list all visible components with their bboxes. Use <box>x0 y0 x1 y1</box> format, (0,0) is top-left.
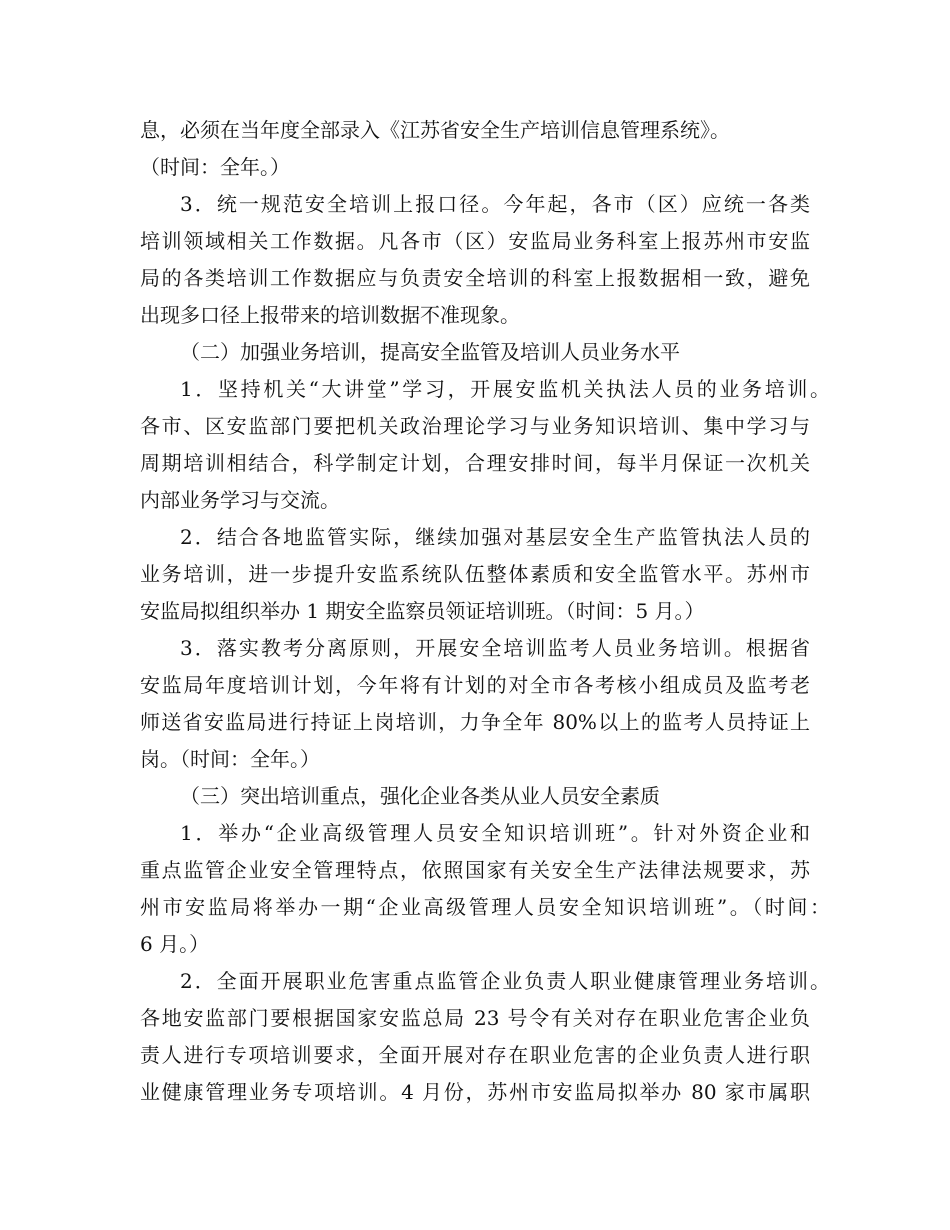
text-line-17: 师送省安监局进行持证上岗培训，力争全年 80%以上的监考人员持证上 <box>140 710 810 734</box>
text-line-14: 安监局拟组织举办 1 期安全监察员领证培训班。（时间：5 月。） <box>140 599 705 623</box>
text-line-12: 2．结合各地监管实际，继续加强对基层安全生产监管执法人员的 <box>180 525 810 549</box>
text-line-2: （时间：全年。） <box>140 155 290 179</box>
text-line-11: 内部业务学习与交流。 <box>140 488 340 512</box>
text-line-21: 重点监管企业安全管理特点，依照国家有关安全生产法律法规要求，苏 <box>140 858 810 882</box>
text-line-16: 安监局年度培训计划，今年将有计划的对全市各考核小组成员及监考老 <box>140 673 810 697</box>
text-line-27: 业健康管理业务专项培训。4 月份，苏州市安监局拟举办 80 家市属职 <box>140 1080 810 1104</box>
text-line-9: 各市、区安监部门要把机关政治理论学习与业务知识培训、集中学习与 <box>140 414 810 438</box>
text-line-15: 3．落实教考分离原则，开展安全培训监考人员业务培训。根据省 <box>180 636 810 660</box>
text-line-26: 责人进行专项培训要求，全面开展对存在职业危害的企业负责人进行职 <box>140 1043 810 1067</box>
section-heading-3: （三）突出培训重点，强化企业各类从业人员安全素质 <box>180 784 660 808</box>
text-line-5: 局的各类培训工作数据应与负责安全培训的科室上报数据相一致，避免 <box>140 266 810 290</box>
text-line-20: 1．举办“企业高级管理人员安全知识培训班”。针对外资企业和 <box>180 821 810 845</box>
text-line-25: 各地安监部门要根据国家安监总局 23 号令有关对存在职业危害企业负 <box>140 1006 810 1030</box>
text-line-3: 3．统一规范安全培训上报口径。今年起，各市（区）应统一各类 <box>180 192 810 216</box>
text-line-22: 州市安监局将举办一期“企业高级管理人员安全知识培训班”。（时间： <box>140 895 830 919</box>
text-line-10: 周期培训相结合，科学制定计划，合理安排时间，每半月保证一次机关 <box>140 451 810 475</box>
section-heading-2: （二）加强业务培训，提高安全监管及培训人员业务水平 <box>180 340 680 364</box>
text-line-8: 1．坚持机关“大讲堂”学习，开展安监机关执法人员的业务培训。 <box>180 377 830 401</box>
text-line-1: 息，必须在当年度全部录入《江苏省安全生产培训信息管理系统》。 <box>140 118 730 142</box>
text-line-4: 培训领域相关工作数据。凡各市（区）安监局业务科室上报苏州市安监 <box>140 229 810 253</box>
text-line-6: 出现多口径上报带来的培训数据不准现象。 <box>140 303 520 327</box>
text-line-23: 6 月。） <box>140 932 210 956</box>
text-line-24: 2．全面开展职业危害重点监管企业负责人职业健康管理业务培训。 <box>180 969 830 993</box>
text-line-18: 岗。（时间：全年。） <box>140 747 320 771</box>
text-line-13: 业务培训，进一步提升安监系统队伍整体素质和安全监管水平。苏州市 <box>140 562 810 586</box>
